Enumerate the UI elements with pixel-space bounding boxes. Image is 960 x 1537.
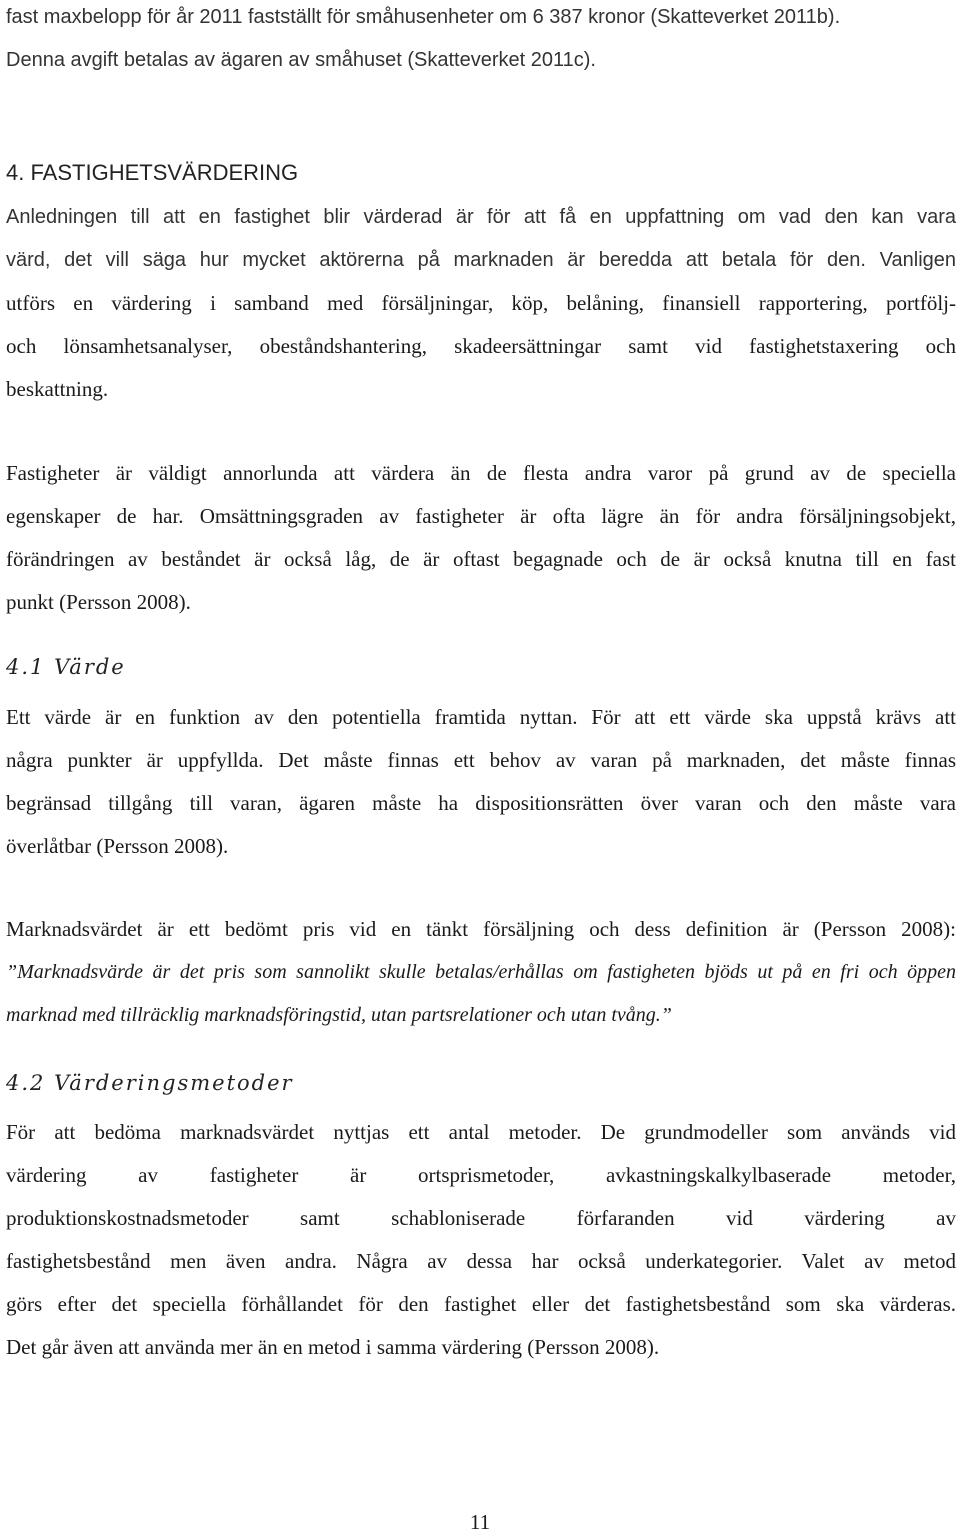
intro-line-1: fast maxbelopp för år 2011 fastställt för småhusenheter om 6 387 kronor (Skatteverket 2011b). <box>6 6 841 28</box>
section-4-2-heading-block <box>6 1062 956 1105</box>
section-4-1-heading-block <box>6 646 956 689</box>
s4-p2-line-1: Fastigheter är väldigt annorlunda att värdera än de flesta andra varor på grund av de speciella <box>6 461 956 485</box>
s42-p1-line-2: värdering av fastigheter är ortsprismetoder, avkastningskalkylbaserade metoder, <box>6 1163 956 1187</box>
s4-p2-line-4: punkt (Persson 2008). <box>6 590 191 614</box>
s4-p1-line-3: utförs en värdering i samband med försäljningar, köp, belåning, finansiell rapportering, portfölj- <box>6 291 956 315</box>
section-4-2-paragraph-1 <box>6 1111 956 1369</box>
section-4-1-heading: 4.1 Värde <box>6 655 126 679</box>
s4-p1-line-4: och lönsamhetsanalyser, obeståndshantering, skadeersättningar samt vid fastighetstaxering och <box>6 334 956 358</box>
s4-p2-line-3: förändringen av beståndet är också låg, de är oftast begagnade och de är också knutna till en fast <box>6 547 956 571</box>
s41-p1-line-3: begränsad tillgång till varan, ägaren måste ha dispositionsrätten över varan och den måste vara <box>6 791 956 815</box>
s4-p2-line-2: egenskaper de har. Omsättningsgraden av fastigheter är ofta lägre än för andra försäljningsobjekt, <box>6 504 956 528</box>
section-4-1-paragraph-2 <box>6 908 956 951</box>
page-number: 11 <box>469 1510 491 1534</box>
s41-p1-line-4: överlåtbar (Persson 2008). <box>6 834 229 858</box>
intro-line-2: Denna avgift betalas av ägaren av småhuset (Skatteverket 2011c). <box>6 49 596 71</box>
section-4-2-heading: 4.2 Värderingsmetoder <box>6 1071 294 1095</box>
s42-p1-line-3: produktionskostnadsmetoder samt schabloniserade förfaranden vid värdering av <box>6 1206 956 1230</box>
s41-p1-line-1: Ett värde är en funktion av den potentiella framtida nyttan. För att ett värde ska uppstå krävs att <box>6 705 956 729</box>
market-value-quote <box>6 951 956 1037</box>
s41-p1-line-2: några punkter är uppfyllda. Det måste finnas ett behov av varan på marknaden, det måste finnas <box>6 748 956 772</box>
section-4-heading: 4. FASTIGHETSVÄRDERING <box>6 160 299 185</box>
quote-line-2: marknad med tillräcklig marknadsföringstid, utan partsrelationer och utan tvång.” <box>6 1004 672 1026</box>
s42-p1-line-4: fastighetsbestånd men även andra. Några av dessa har också underkategorier. Valet av metod <box>6 1249 956 1273</box>
section-4-paragraph-1 <box>6 196 956 411</box>
section-4-1-paragraph-1 <box>6 696 956 868</box>
section-4-paragraph-2 <box>6 452 956 624</box>
s4-p1-line-5: beskattning. <box>6 377 109 401</box>
s4-p1-line-2: värd, det vill säga hur mycket aktörerna på marknaden är beredda att betala för den. Vanligen <box>6 249 956 271</box>
s42-p1-line-5: görs efter det speciella förhållandet för den fastighet eller det fastighetsbestånd som ska värderas. <box>6 1292 956 1316</box>
section-4-heading-block <box>6 151 956 194</box>
quote-line-1: ”Marknadsvärde är det pris som sannolikt skulle betalas/erhållas om fastigheten bjöds ut på en fri och öppen <box>6 961 956 983</box>
intro-paragraph <box>6 0 956 82</box>
s4-p1-line-1: Anledningen till att en fastighet blir värderad är för att få en uppfattning om vad den kan vara <box>6 206 956 228</box>
s42-p1-line-6: Det går även att använda mer än en metod i samma värdering (Persson 2008). <box>6 1335 660 1359</box>
s41-p2-line-1: Marknadsvärdet är ett bedömt pris vid en tänkt försäljning och dess definition är (Persson 2008): <box>6 917 956 941</box>
s42-p1-line-1: För att bedöma marknadsvärdet nyttjas ett antal metoder. De grundmodeller som används vid <box>6 1120 956 1144</box>
